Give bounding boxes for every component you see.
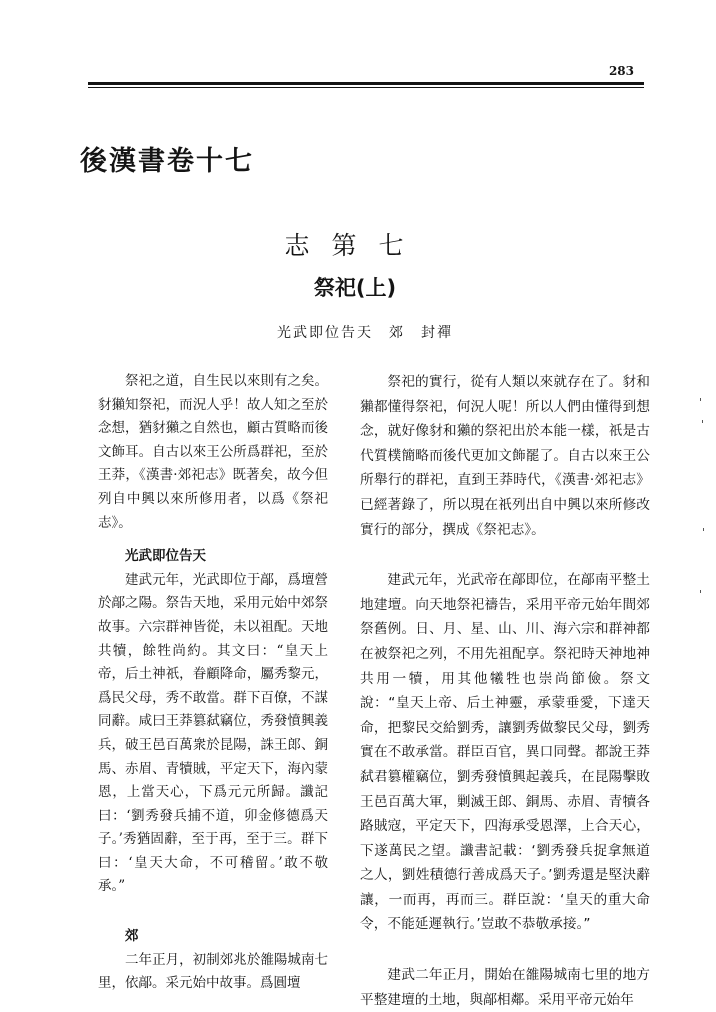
header-rule-thick: [88, 82, 644, 85]
spacer: [98, 899, 328, 925]
section-title: 祭祀(上): [313, 276, 397, 300]
treatise-title: 志第七: [284, 231, 426, 260]
translation-column: [360, 370, 650, 1012]
left-heading-gaotian: 光武即位告天: [125, 548, 206, 565]
spacer: [360, 542, 650, 568]
left-heading-jiao: 郊: [125, 928, 139, 945]
left-para-jianwu: 建武元年，光武即位于鄗，爲壇營於鄗之陽。祭告天地，采用元始中郊祭故事。六宗群神皆從，未以祖配。天地共犢，餘牲尚約。其文曰：“皇天上帝，后土神祇，眷顧降命，屬秀黎元，爲民父母，秀不敢當。群下百僚，不謀同辭。咸曰王莽篡弑竊位，秀發憤興義兵，破王邑百萬衆於昆陽，誅王郎、銅馬、赤眉、青犢賊，平定天下，海內蒙恩，上當天心，下爲元元所歸。讖記曰：‘劉秀發兵捕不道，卯金修德爲天子。’秀猶固辭，至于再，至于三。群下曰：‘皇天大命，不可稽留。’敢不敬承。”: [98, 571, 328, 895]
spacer: [360, 937, 650, 963]
scan-speck: [700, 590, 701, 593]
scan-speck: [702, 420, 703, 423]
chapter-list: 光武即位告天 郊 封禪: [277, 325, 453, 341]
book-title: 後漢書卷十七: [80, 146, 254, 177]
header-rule-thin: [88, 87, 644, 88]
scan-speck: [703, 528, 704, 531]
scan-speck: [700, 398, 701, 401]
page-number: 283: [608, 64, 634, 78]
right-para-intro: 祭祀的實行，從有人類以來就存在了。豺和獺都懂得祭祀，何況人呢！所以人們由懂得到想念，就好像豺和獺的祭祀出於本能一樣，祇是古代質樸簡略而後代更加文飾罷了。自古以來王公所舉行的群祀，直到王莽時代，《漢書·郊祀志》已經著錄了，所以現在祇列出自中興以來所修改實行的部分，撰成《祭祀志》。: [360, 374, 650, 538]
left-para-intro: 祭祀之道，自生民以來則有之矣。豺獺知祭祀，而況人乎！故人知之至於念想，猶豺獺之自然也，顧古質略而後文飾耳。自古以來王公所爲群祀，至於王莽，《漢書·郊祀志》既著矣，故今但列自中興以來所修用者，以爲《祭祀志》。: [98, 373, 328, 531]
left-para-ernian: 二年正月，初制郊兆於雒陽城南七里，依鄗。采元始中故事。爲圓壇: [98, 951, 328, 992]
spacer: [98, 535, 328, 545]
classical-text-column: [98, 370, 328, 996]
right-para-jianwu: 建武元年，光武帝在鄗即位，在鄗南平整土地建壇。向天地祭祀禱告，采用平帝元始年間郊祭舊例。日、月、星、山、川、海六宗和群神都在被祭祀之列，不用先祖配享。祭祀時天神地神共用一犢，用其他犧牲也崇尚節儉。祭文說：“皇天上帝、后土神靈，承蒙垂愛，下達天命，把黎民交給劉秀，讓劉秀做黎民父母，劉秀實在不敢承當。群臣百官，異口同聲。都說王莽弑君篡權竊位，劉秀發憤興起義兵，在昆陽擊敗王邑百萬大軍，剿滅王郎、銅馬、赤眉、青犢各路賊寇，平定天下，四海承受恩澤，上合天心，下遂萬民之望。讖書記載：‘劉秀發兵捉拿無道之人，劉姓積德行善成爲天子。’劉秀還是堅決辭讓，一而再，再而三。群臣說：‘皇天的重大命令，不能延遲執行。’豈敢不恭敬承接。”: [360, 572, 650, 933]
right-para-ernian: 建武二年正月，開始在雒陽城南七里的地方平整建壇的土地，與鄗相鄰。采用平帝元始年: [360, 967, 650, 1008]
